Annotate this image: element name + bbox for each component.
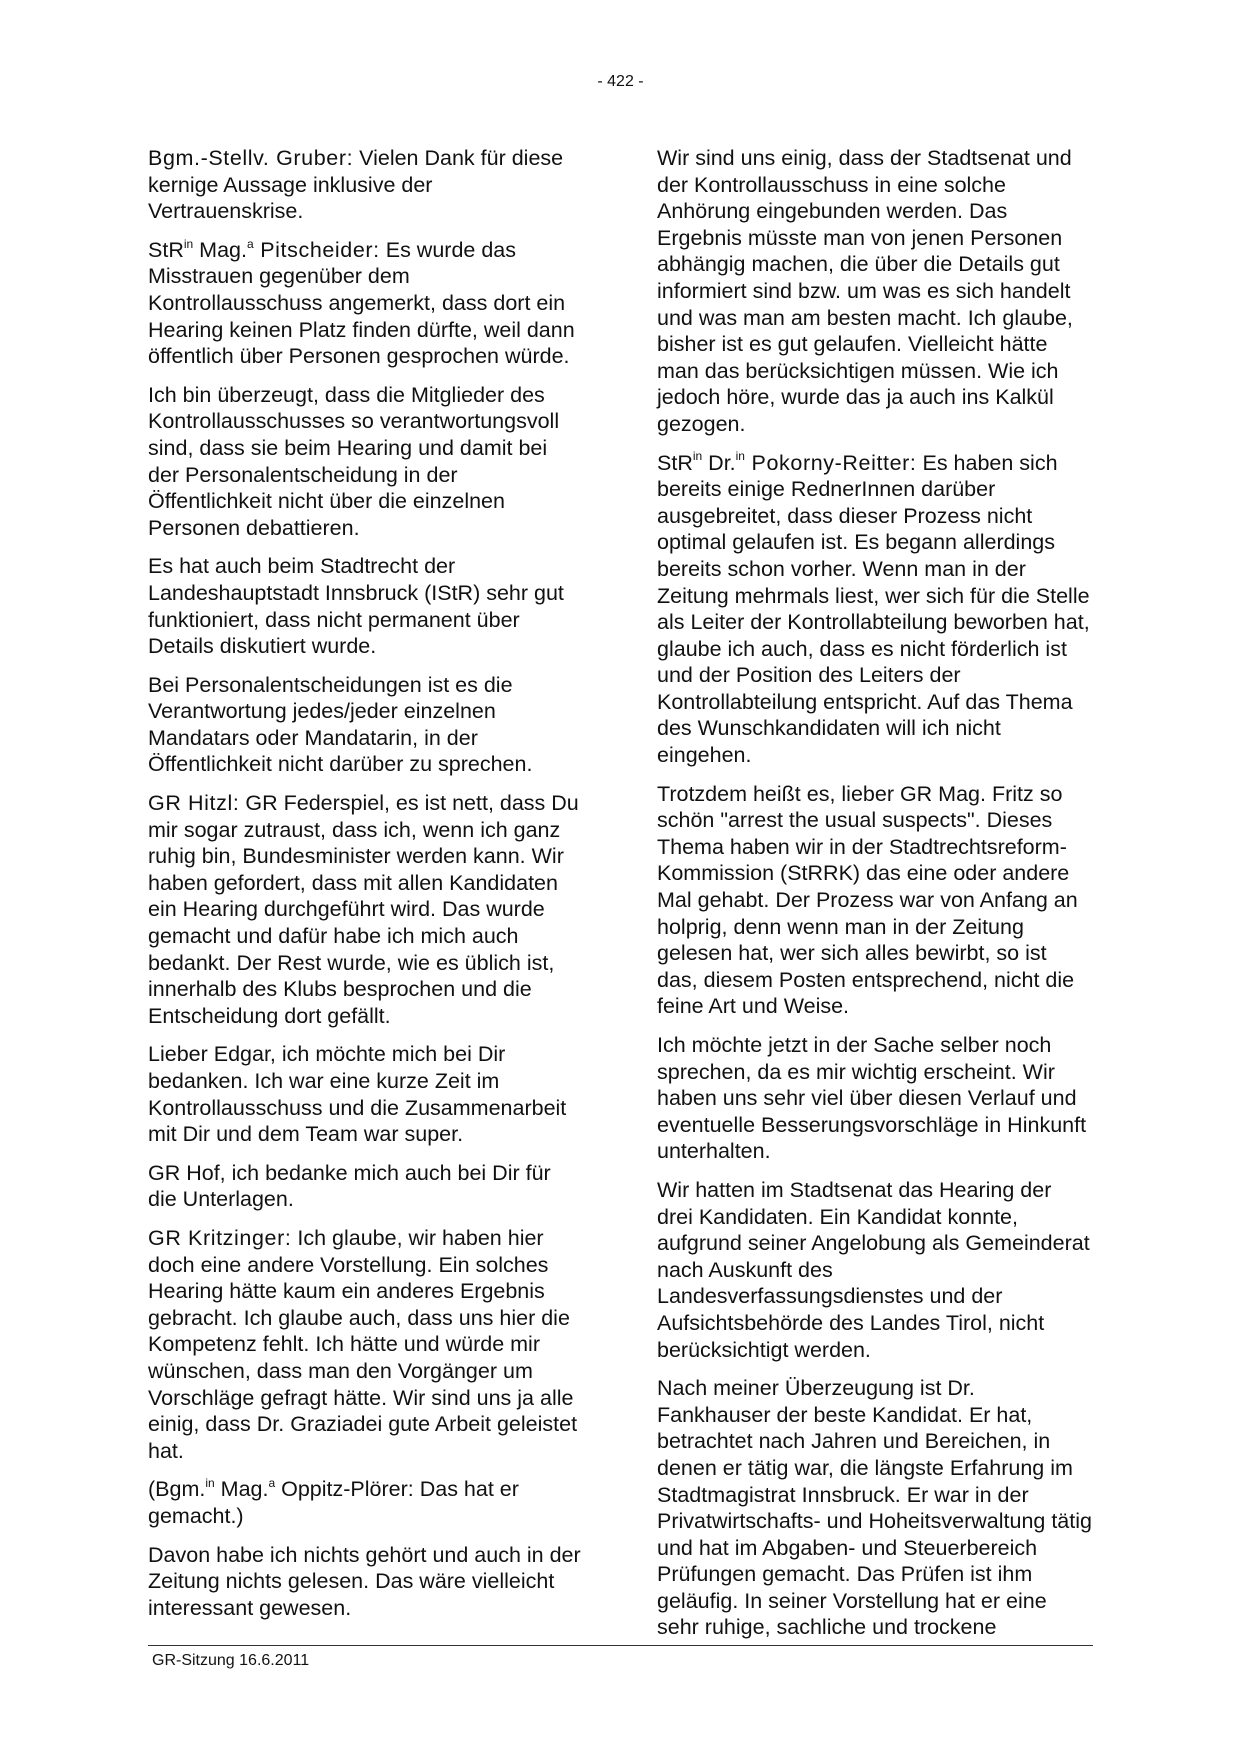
paragraph-text: Oppitz-Plörer: Das hat er gemacht.): [148, 1477, 519, 1528]
interjection: [148, 1476, 583, 1529]
paragraph: [148, 790, 583, 1029]
paragraph: Nach meiner Überzeugung ist Dr. Fankhauser der beste Kandidat. Er hat, betrachtet nach Jahren und Bereichen, in denen er tätig war, die längste Erfahrung im Stadtmagistrat Innsbruck. Er war in der Privatwirtschafts- und Hoheitsverwaltung tätig und hat im Abgaben- und Steuerbereich Prüfungen gemacht. Das Prüfen ist ihm geläufig. In seiner Vorstellung hat er eine sehr ruhige, sachliche und trockene: [657, 1376, 1092, 1640]
speaker-name: GR Hitzl:: [148, 791, 240, 816]
speaker-title: StR: [148, 237, 184, 262]
paragraph-text: Ich glaube, wir haben hier doch eine andere Vorstellung. Ein solches Hearing hätte kaum ein anderes Ergebnis gebracht. Ich glaube auch, dass uns hier die Kompetenz fehlt. Ich hätte und würde mir wünschen, dass man den Vorgänger um Vorschläge gefragt hätte. Wir sind uns ja alle einig, dass Dr. Graziadei gute Arbeit geleistet hat.: [148, 1225, 578, 1463]
speaker-title-superscript: in: [692, 449, 703, 464]
paragraph: Ich bin überzeugt, dass die Mitglieder des Kontrollausschusses so verantwortungsvoll sind, dass sie beim Hearing und damit bei der Personalentscheidung in der Öffentlichkeit nicht über die einzelnen Personen debattieren.: [148, 382, 560, 540]
footer-divider: [148, 1645, 1093, 1646]
speaker-title-superscript: in: [183, 236, 194, 251]
paragraph: Es hat auch beim Stadtrecht der Landeshauptstadt Innsbruck (IStR) sehr gut funktioniert, dass nicht permanent über Details diskutiert wurde.: [148, 554, 564, 659]
speaker-name: Bgm.-Stellv. Gruber:: [148, 146, 354, 170]
speaker-name: Pitscheider:: [253, 237, 380, 262]
speaker-name: Pokorny-Reitter:: [744, 450, 917, 475]
paragraph: Wir sind uns einig, dass der Stadtsenat und der Kontrollausschuss in eine solche Anhörung eingebunden werden. Das Ergebnis müsste man von jenen Personen abhängig machen, die über die Details gut informiert sind bzw. um was es sich handelt und was man am besten macht. Ich glaube, bisher ist es gut gelaufen. Vielleicht hätte man das berücksichtigen müssen. Wie ich jedoch höre, wurde das ja auch ins Kalkül gezogen.: [657, 146, 1073, 436]
paragraph: Trotzdem heißt es, lieber GR Mag. Fritz so schön "arrest the usual suspects". Dieses Thema haben wir in der Stadtrechtsreform-Kommission (StRRK) das eine oder andere Mal gehabt. Der Prozess war von Anfang an holprig, denn wenn man in der Zeitung gelesen hat, wer sich alles bewirbt, so ist das, diesem Posten entsprechend, nicht die feine Art und Weise.: [657, 781, 1078, 1019]
paragraph: Lieber Edgar, ich möchte mich bei Dir bedanken. Ich war eine kurze Zeit im Kontrollausschuss und die Zusammenarbeit mit Dir und dem Team war super.: [148, 1042, 567, 1147]
paragraph: GR Hof, ich bedanke mich auch bei Dir für die Unterlagen.: [148, 1160, 551, 1212]
interjection-prefix: (Bgm.: [148, 1477, 206, 1502]
speaker-title-superscript: in: [735, 449, 745, 464]
paragraph: [148, 1225, 583, 1464]
paragraph-text: Es wurde das Misstrauen gegenüber dem Kontrollausschuss angemerkt, dass dort ein Hearing keinen Platz finden dürfte, weil dann öffentlich über Personen gesprochen würde.: [148, 237, 575, 369]
paragraph: [148, 237, 583, 370]
page-number: - 422 -: [597, 73, 644, 90]
speaker-title-superscript: in: [205, 1476, 215, 1491]
interjection-prefix: Mag.: [214, 1477, 269, 1502]
paragraph-text: Es haben sich bereits einige RednerInnen darüber ausgebreitet, dass dieser Prozess nicht optimal gelaufen ist. Es begann allerdings bereits schon vorher. Wenn man in der Zeitung mehrmals liest, wer sich für die Stelle als Leiter der Kontrollabteilung beworben hat, glaube ich auch, dass es nicht förderlich ist und der Position des Leiters der Kontrollabteilung entspricht. Auf das Thema des Wunschkandidaten will ich nicht eingehen.: [657, 450, 1090, 768]
paragraph: Davon habe ich nichts gehört und auch in der Zeitung nichts gelesen. Das wäre vielleicht interessant gewesen.: [148, 1542, 581, 1620]
paragraph: [657, 450, 1093, 769]
speaker-title: Dr.: [702, 450, 736, 475]
paragraph: Wir hatten im Stadtsenat das Hearing der drei Kandidaten. Ein Kandidat konnte, aufgrund seiner Angelobung als Gemeinderat nach Auskunft des Landesverfassungsdienstes und der Aufsichtsbehörde des Landes Tirol, nicht berücksichtigt werden.: [657, 1177, 1090, 1362]
footer-session-date: GR-Sitzung 16.6.2011: [152, 1652, 310, 1669]
speaker-name: GR Kritzinger:: [148, 1225, 292, 1250]
paragraph-text: Vielen Dank für diese kernige Aussage inklusive der Vertrauenskrise.: [148, 146, 564, 224]
speaker-title: Mag.: [193, 237, 247, 262]
right-column: [657, 145, 1093, 1653]
paragraph: Ich möchte jetzt in der Sache selber noch sprechen, da es mir wichtig erscheint. Wir haben uns sehr viel über diesen Verlauf und eventuelle Besserungsvorschläge in Hinkunft unterhalten.: [657, 1033, 1087, 1164]
paragraph: Bei Personalentscheidungen ist es die Verantwortung jedes/jeder einzelnen Mandatars oder Mandatarin, in der Öffentlichkeit nicht darüber zu sprechen.: [148, 672, 533, 777]
paragraph: [148, 145, 583, 225]
speaker-title-superscript: a: [246, 236, 254, 251]
speaker-title: StR: [657, 450, 693, 475]
paragraph-text: GR Federspiel, es ist nett, dass Du mir sogar zutraust, dass ich, wenn ich ganz ruhig bin, Bundesminister werden kann. Wir haben gefordert, dass mit allen Kandidaten ein Hearing durchgeführt wird. Das wurde gemacht und dafür habe ich mich auch bedankt. Der Rest wurde, wie es üblich ist, innerhalb des Klubs besprochen und die Entscheidung dort gefällt.: [148, 791, 579, 1028]
left-column: [148, 145, 583, 1633]
speaker-title-superscript: a: [268, 1476, 276, 1491]
